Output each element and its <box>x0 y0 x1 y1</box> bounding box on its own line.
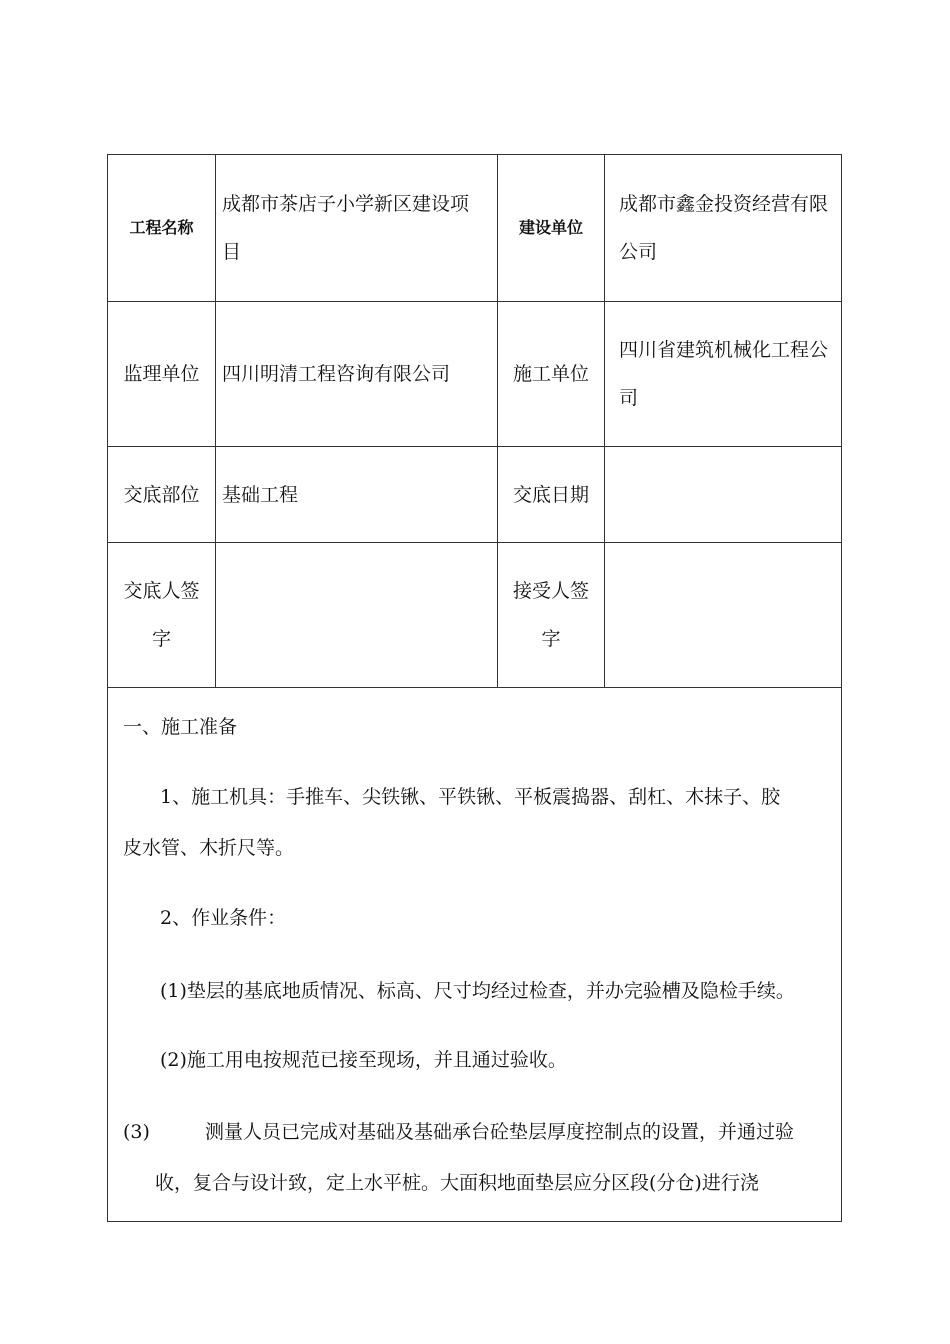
discloser-signature-field <box>216 543 496 687</box>
condition-3-line2: 收，复合与设计致，定上水平桩。大面积地面垫层应分区段(分仓)进行浇 <box>155 1172 759 1194</box>
row-divider <box>108 687 841 688</box>
disclosure-date-value <box>605 447 841 542</box>
construction-unit-value: 四川省建筑机械化工程公司 <box>619 339 829 409</box>
supervision-unit-label: 监理单位 <box>123 363 200 385</box>
disclosure-part-label: 交底部位 <box>123 483 200 506</box>
disclosure-part-value: 基础工程 <box>222 483 299 506</box>
discloser-signature-label: 交底人签字 <box>123 580 200 650</box>
technical-disclosure-form <box>107 154 842 1222</box>
receiver-signature-field <box>605 543 841 687</box>
project-name-label: 工程名称 <box>129 218 194 237</box>
section-title: 一、施工准备 <box>123 716 238 738</box>
condition-2: (2)施工用电按规范已接至现场，并且通过验收。 <box>160 1049 567 1071</box>
owner-unit-label: 建设单位 <box>518 218 583 237</box>
receiver-signature-label: 接受人签字 <box>512 580 589 650</box>
item1-line2: 皮水管、木折尺等。 <box>123 837 295 859</box>
supervision-unit-value: 四川明清工程咨询有限公司 <box>222 363 451 385</box>
condition-3-line1: 测量人员已完成对基础及基础承台砼垫层厚度控制点的设置，并通过验 <box>205 1121 795 1143</box>
construction-unit-label: 施工单位 <box>512 363 589 385</box>
owner-unit-value: 成都市鑫金投资经营有限公司 <box>619 193 829 263</box>
condition-3-number: (3) <box>123 1121 150 1143</box>
item2: 2、作业条件： <box>160 907 287 929</box>
condition-1: (1)垫层的基底地质情况、标高、尺寸均经过检查，并办完验槽及隐检手续。 <box>160 980 795 1002</box>
item1-line1: 1、施工机具：手推车、尖铁锹、平铁锹、平板震捣器、刮杠、木抹子、胶 <box>160 786 781 808</box>
project-name-value: 成都市茶店子小学新区建设项目 <box>222 193 470 263</box>
disclosure-date-label: 交底日期 <box>512 483 589 506</box>
